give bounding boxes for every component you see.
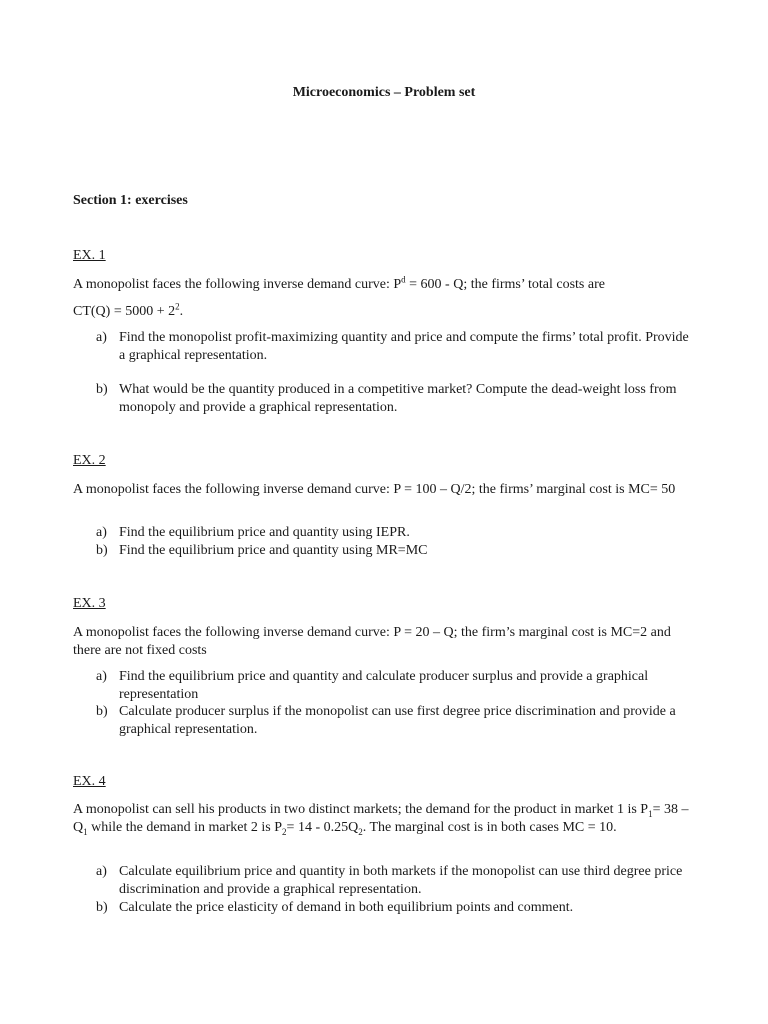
exercise-1-heading: EX. 1 — [73, 248, 106, 263]
item-label: b) — [96, 543, 108, 558]
item-text: Find the equilibrium price and quantity using MR=MC — [119, 543, 428, 558]
exercise-3-statement: A monopolist faces the following inverse demand curve: P = 20 – Q; the firm’s marginal cost is MC=2 and there are not fixed costs — [73, 625, 671, 658]
exercise-4-statement: A monopolist can sell his products in two distinct markets; the demand for the product in market 1 is $P_1= 38 - Q_1$ while the demand in market 2 is $P_2= 14 - 0.25Q_2$. The marginal cost is in both cases MC = 10. — [73, 802, 689, 837]
item-text: Find the monopolist profit-maximizing quantity and price and compute the firms’ total profit. Provide a graphical representation. — [119, 330, 689, 363]
item-label: b) — [96, 900, 108, 915]
exercise-1-item-b — [96, 381, 696, 416]
document-title: Microeconomics – Problem set — [292, 85, 476, 100]
exercise-3-item-b — [96, 703, 696, 738]
exercise-4-heading: EX. 4 — [73, 774, 106, 789]
exercise-1-item-a — [96, 329, 696, 364]
exercise-2-item-a — [96, 524, 696, 542]
item-text: Calculate equilibrium price and quantity in both markets if the monopolist can use third degree price discrimination and provide a graphical representation. — [119, 864, 683, 897]
exercise-2-statement: A monopolist faces the following inverse demand curve: P = 100 – Q/2; the firms’ marginal cost is MC= 50 — [73, 482, 676, 497]
item-label: a) — [96, 864, 107, 879]
exercise-4-item-b — [96, 899, 696, 917]
item-label: a) — [96, 525, 107, 540]
item-label: b) — [96, 382, 108, 397]
exercise-3-item-a — [96, 668, 696, 703]
item-text: Find the equilibrium price and quantity and calculate producer surplus and provide a graphical representation — [119, 669, 649, 702]
item-label: a) — [96, 330, 107, 345]
item-label: b) — [96, 704, 108, 719]
exercise-3-heading: EX. 3 — [73, 596, 106, 611]
item-text: Find the equilibrium price and quantity using IEPR. — [119, 525, 410, 540]
section-heading: Section 1: exercises — [73, 193, 188, 208]
item-text: Calculate the price elasticity of demand in both equilibrium points and comment. — [119, 900, 574, 915]
exercise-1-statement-line-1: A monopolist faces the following inverse demand curve: $P^d = 600 - Q$; the firms’ total costs are — [73, 274, 605, 292]
item-label: a) — [96, 669, 107, 684]
item-text: What would be the quantity produced in a competitive market? Compute the dead-weight loss from monopoly and provide a graphical representation. — [119, 382, 677, 415]
exercise-4-item-a — [96, 863, 696, 898]
exercise-2-item-b — [96, 542, 696, 560]
item-text: Calculate producer surplus if the monopolist can use first degree price discrimination and provide a graphical representation. — [119, 704, 676, 737]
exercise-2-heading: EX. 2 — [73, 453, 106, 468]
exercise-1-statement-line-2: $CT(Q) = 5000 + 2^2$. — [73, 301, 184, 319]
